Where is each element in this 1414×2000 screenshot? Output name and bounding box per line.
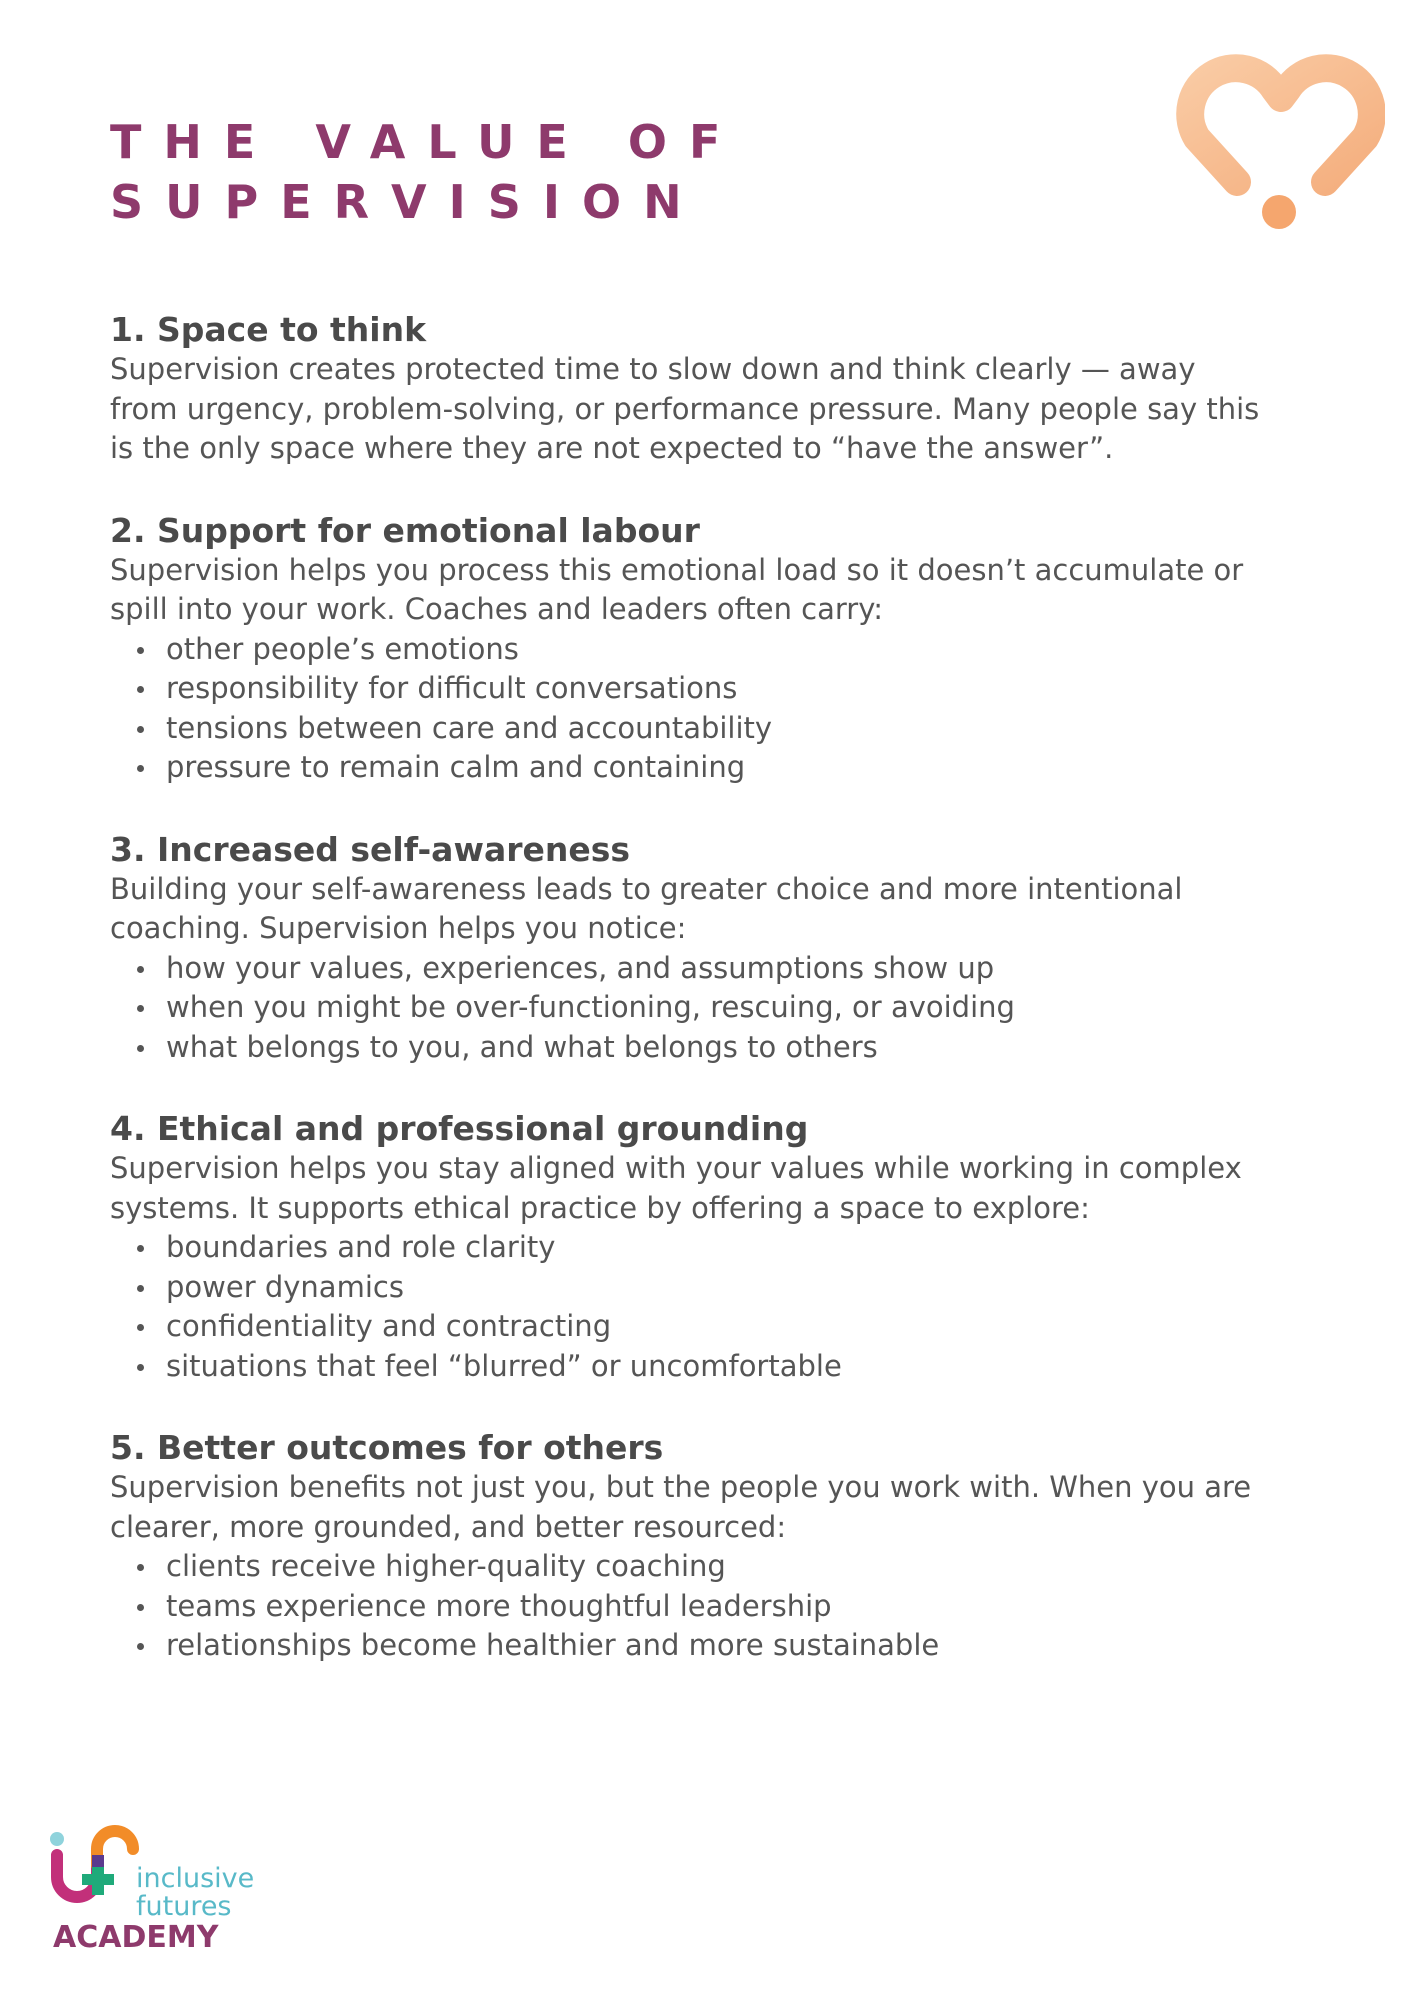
list-item: relationships become healthier and more sustainable <box>166 1626 1260 1666</box>
bullet-list <box>110 1547 1260 1666</box>
list-item: what belongs to you, and what belongs to others <box>166 1028 1260 1068</box>
page-title <box>110 112 1010 232</box>
list-item: when you might be over-functioning, rescuing, or avoiding <box>166 988 1260 1028</box>
section-heading: 1. Space to think <box>110 310 427 349</box>
list-item: how your values, experiences, and assumptions show up <box>166 949 1260 989</box>
inclusive-futures-logo <box>48 1825 255 1960</box>
section-body: Supervision creates protected time to slow down and think clearly — away from urgency, problem-solving, or performance pressure. Many people say this is the only space where they are not expected to “have the answer”. <box>110 352 1260 465</box>
list-item: pressure to remain calm and containing <box>166 748 1260 788</box>
title-line-1: THE VALUE OF <box>110 115 743 169</box>
section-heading: 3. Increased self-awareness <box>110 829 631 869</box>
heart-icon <box>1175 50 1385 235</box>
list-item: situations that feel “blurred” or uncomfortable <box>166 1347 1260 1387</box>
bullet-list <box>110 630 1260 788</box>
list-item: teams experience more thoughtful leadership <box>166 1587 1260 1627</box>
section-self-awareness <box>110 830 1260 1068</box>
logo-text-inclusive: inclusive <box>136 1863 255 1894</box>
list-item: clients receive higher-quality coaching <box>166 1547 1260 1587</box>
section-ethical-grounding <box>110 1109 1260 1386</box>
section-space-to-think <box>110 310 1260 469</box>
list-item: confidentiality and contracting <box>166 1307 1260 1347</box>
logo-text-futures: futures <box>136 1891 232 1922</box>
section-body: Supervision helps you process this emotional load so it doesn’t accumulate or spill into your work. Coaches and leaders often carry: <box>110 552 1244 626</box>
section-body: Building your self-awareness leads to greater choice and more intentional coaching. Supervision helps you notice: <box>110 871 1183 945</box>
bullet-list <box>110 949 1260 1068</box>
list-item: responsibility for difficult conversations <box>166 669 1260 709</box>
logo-text-academy: ACADEMY <box>53 1920 219 1955</box>
section-body: Supervision benefits not just you, but the people you work with. When you are clearer, more grounded, and better resourced: <box>110 1470 1252 1544</box>
title-line-2: SUPERVISION <box>110 175 704 229</box>
section-body: Supervision helps you stay aligned with your values while working in complex systems. It supports ethical practice by offering a space to explore: <box>110 1151 1242 1225</box>
list-item: tensions between care and accountability <box>166 709 1260 749</box>
section-heading: 4. Ethical and professional grounding <box>110 1109 809 1148</box>
bullet-list <box>110 1228 1260 1386</box>
list-item: power dynamics <box>166 1268 1260 1308</box>
content <box>110 310 1260 1708</box>
section-better-outcomes <box>110 1428 1260 1666</box>
section-emotional-labour <box>110 511 1260 788</box>
list-item: other people’s emotions <box>166 630 1260 670</box>
section-heading: 5. Better outcomes for others <box>110 1428 664 1467</box>
list-item: boundaries and role clarity <box>166 1228 1260 1268</box>
section-heading: 2. Support for emotional labour <box>110 510 700 550</box>
